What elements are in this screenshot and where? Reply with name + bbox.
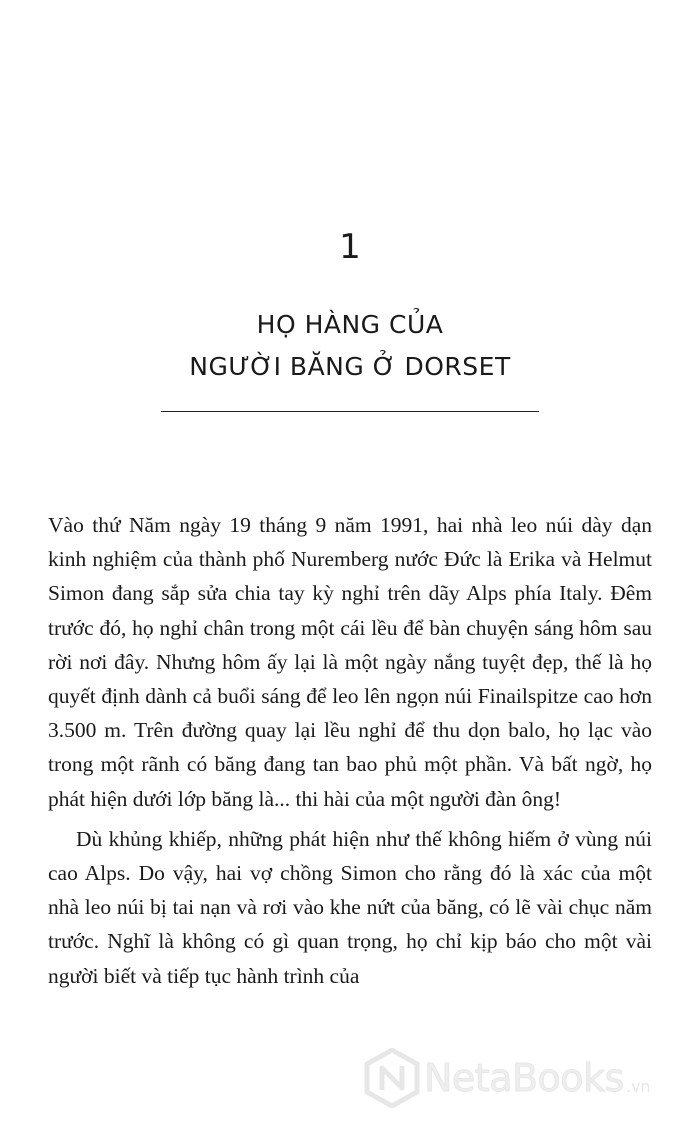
watermark-suffix: .vn xyxy=(625,1077,651,1096)
watermark xyxy=(364,1046,694,1110)
netabooks-logo-icon xyxy=(364,1048,420,1108)
chapter-title xyxy=(0,304,700,388)
chapter-title-line-1: HỌ HÀNG CỦA xyxy=(256,310,444,339)
body-text xyxy=(48,508,652,993)
paragraph-1: Vào thứ Năm ngày 19 tháng 9 năm 1991, hai nhà leo núi dày dạn kinh nghiệm của thành phố Nuremberg nước Đức là Erika và Helmut Simon đang sắp sửa chia tay kỳ nghỉ trên dãy Alps phía Italy. Đêm trước đó, họ nghỉ chân trong một cái lều để bàn chuyện sáng hôm sau rời nơi đây. Nhưng hôm ấy lại là một ngày nắng tuyệt đẹp, thế là họ quyết định dành cả buổi sáng để leo lên ngọn núi Finailspitze cao hơn 3.500 m. Trên đường quay lại lều nghỉ để thu dọn balo, họ lạc vào trong một rãnh có băng đang tan bao phủ một phần. Và bất ngờ, họ phát hiện dưới lớp băng là... thi hài của một người đàn ông! xyxy=(48,513,652,811)
chapter-number: 1 xyxy=(339,227,361,267)
title-divider xyxy=(161,411,539,412)
paragraph-2: Dù khủng khiếp, những phát hiện như thế không hiếm ở vùng núi cao Alps. Do vậy, hai vợ chồng Simon cho rằng đó là xác của một nhà leo núi bị tai nạn và rơi vào khe nứt của băng, có lẽ vài chục năm trước. Nghĩ là không có gì quan trọng, họ chỉ kịp báo cho một vài người biết và tiếp tục hành trình của xyxy=(48,826,652,988)
watermark-brand: NetaBooks xyxy=(424,1056,624,1100)
chapter-title-line-2: NGƯỜI BĂNG Ở DORSET xyxy=(189,352,511,381)
